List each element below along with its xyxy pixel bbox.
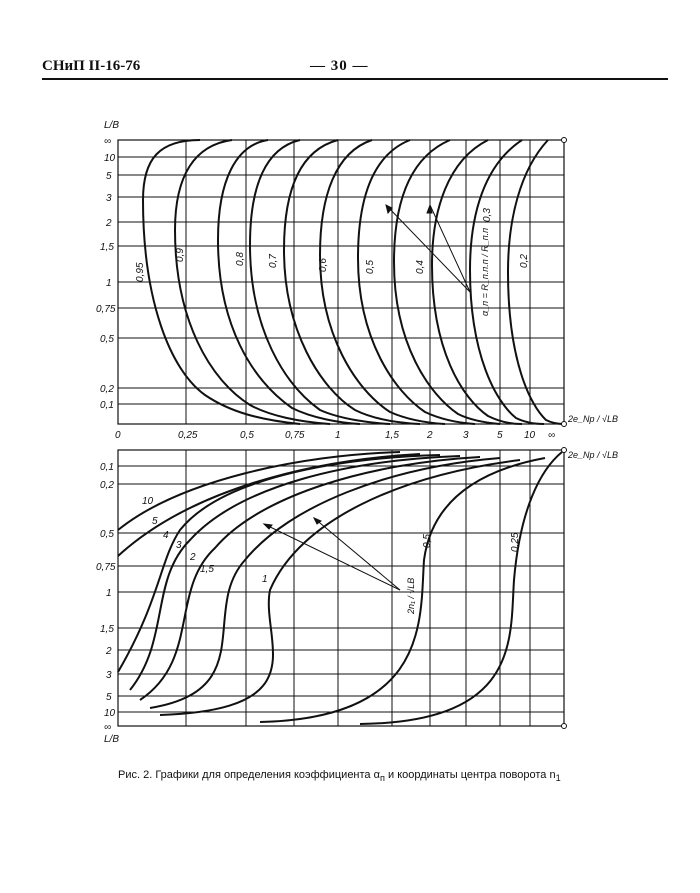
top-y-tick: 0,5: [100, 334, 114, 345]
curve-2: [140, 457, 480, 700]
curve-10: [118, 452, 400, 530]
top-y-tick: 3: [106, 193, 112, 204]
curve-label: 0,2: [519, 254, 530, 268]
bottom-y-tick: 10: [104, 708, 116, 719]
bottom-y-tick: 1: [106, 588, 112, 599]
curve-3: [130, 456, 460, 690]
curve-label: 4: [163, 530, 169, 541]
curve-label: 0,4: [415, 260, 426, 274]
top-x-tick: 1,5: [385, 430, 399, 441]
top-x-tick: 1: [335, 430, 341, 441]
top-chart-pointer-lines: [386, 205, 470, 292]
top-x-tick: 0,25: [178, 430, 198, 441]
top-y-tick: 0,2: [100, 384, 114, 395]
curve-label: 3: [176, 540, 182, 551]
bottom-chart-curves: [118, 452, 562, 724]
top-x-tick: 3: [463, 430, 469, 441]
top-chart-grid: [118, 140, 564, 424]
bottom-y-tick: 0,1: [100, 462, 114, 473]
curve-label: 1,5: [200, 564, 214, 575]
top-y-tick: 2: [106, 218, 112, 229]
top-x-tick: 10: [524, 430, 536, 441]
bottom-y-axis-title: L/B: [104, 734, 120, 745]
bottom-y-tick: ∞: [104, 722, 112, 733]
bottom-x-axis-title: 2e_Np / √LB: [568, 450, 618, 460]
top-y-tick: 5: [106, 171, 112, 182]
curve-label: 1: [262, 574, 268, 585]
bottom-chart-grid: [118, 450, 564, 726]
top-y-tick: 0,1: [100, 400, 114, 411]
top-x-tick: 0,75: [285, 430, 305, 441]
curve-label: 0,9: [175, 248, 186, 262]
curve-label: 0,25: [510, 532, 521, 552]
bottom-y-tick: 0,5: [100, 529, 114, 540]
top-x-tick: 5: [497, 430, 503, 441]
curve-label: 0,3: [482, 208, 493, 222]
bottom-chart-pointer-lines: [264, 518, 400, 590]
curve-label: 0,6: [318, 258, 329, 272]
bottom-y-tick: 5: [106, 692, 112, 703]
figure-caption: Рис. 2. Графики для определения коэффициента $\alpha_п$ и координаты центра поворота $n_1$: [118, 769, 561, 784]
top-x-tick: ∞: [548, 430, 556, 441]
top-y-tick: ∞: [104, 136, 112, 147]
top-y-tick: 0,75: [96, 304, 116, 315]
curve-15: [150, 458, 500, 708]
top-x-tick: 0: [115, 430, 121, 441]
curve-05b: [260, 458, 545, 722]
bottom-y-tick: 1,5: [100, 624, 114, 635]
document-code: СНиП II-16-76: [42, 58, 141, 74]
curve-label: 5: [152, 516, 158, 527]
curve-label: 2: [190, 552, 196, 563]
top-x-axis-title: 2e_Np / √LB: [568, 414, 618, 424]
bottom-y-tick: 2: [106, 646, 112, 657]
top-y-tick: 10: [104, 153, 116, 164]
curve-label: 0,95: [135, 262, 146, 282]
bottom-y-tick: 0,75: [96, 562, 116, 573]
curve-label: 0,7: [268, 254, 279, 268]
curve-label: 0,5: [365, 260, 376, 274]
curve-label: 0,5: [422, 534, 433, 548]
n1-formula: 2n₁ / √LB: [406, 577, 416, 614]
curve-label: 0,8: [235, 252, 246, 266]
top-y-axis-title: L/B: [104, 120, 120, 131]
top-y-tick: 1: [106, 278, 112, 289]
bottom-y-tick: 3: [106, 670, 112, 681]
alpha-formula: α_п = R_п.п.п / R_п.п: [480, 227, 490, 316]
top-x-tick: 2: [427, 430, 433, 441]
top-x-tick: 0,5: [240, 430, 254, 441]
page-number: — 30 —: [310, 58, 369, 74]
curve-label: 10: [142, 496, 154, 507]
top-y-tick: 1,5: [100, 242, 114, 253]
bottom-y-tick: 0,2: [100, 480, 114, 491]
